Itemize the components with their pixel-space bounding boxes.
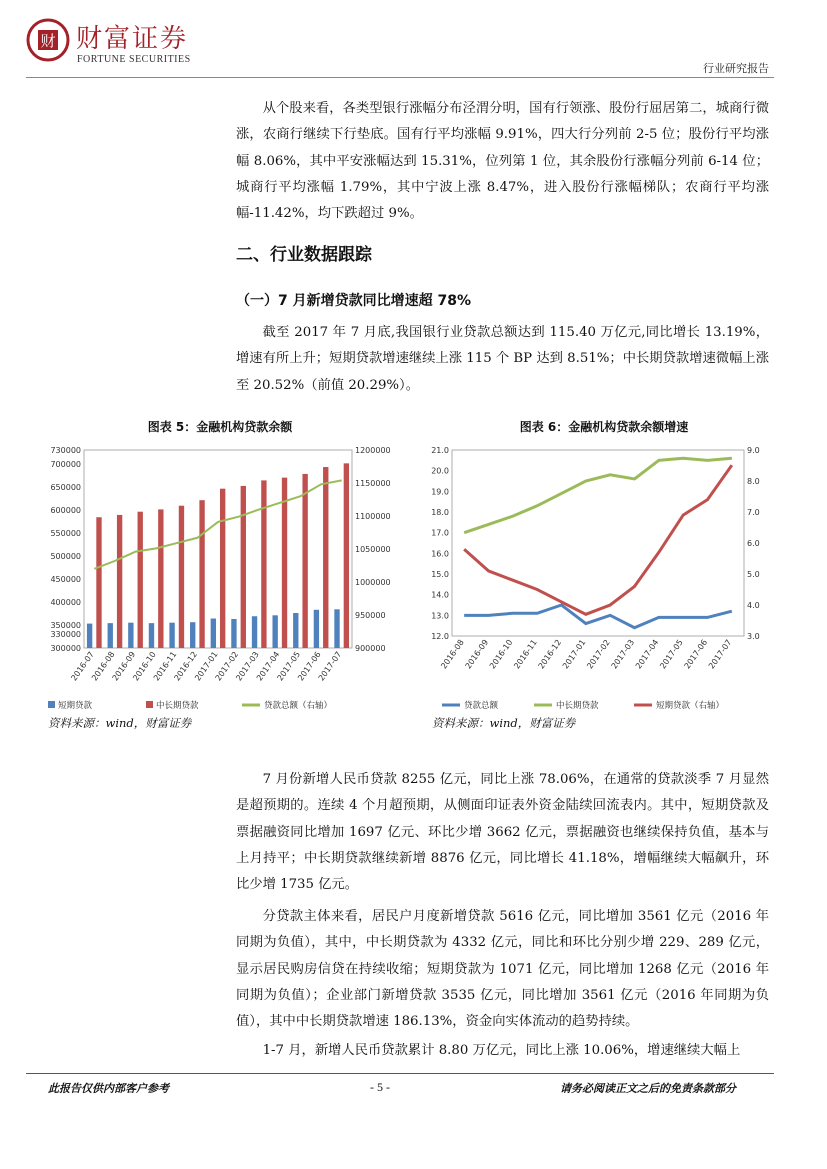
x-tick-label: 2016-08 — [90, 649, 117, 683]
figure-6-title: 图表 6：金融机构贷款余额增速 — [519, 420, 689, 434]
y-left-tick-label: 450000 — [50, 574, 81, 584]
bar-long-term — [261, 480, 266, 648]
y-left-tick-label: 20.0 — [431, 466, 449, 476]
y-right-tick-label: 7.0 — [747, 508, 760, 517]
y-right-tick-label: 3.0 — [747, 632, 760, 641]
paragraph-text: 分贷款主体来看，居民户月度新增贷款 5616 亿元，同比增加 3561 亿元（2016 年同期为负值），其中，中长期贷款为 4332 亿元，同比和环比分别少增 229、289 亿元，显示居民购房信贷在持续收缩；短期贷款为 1071 亿元，同比增加 1268 亿元（2016 年同期为负值）；企业部门新增贷款 3535 亿元，同比增加 3561 亿元（2016 年同期为负值），其中中长期贷款增速 186.13%，资金向实体流动的趋势持续。 — [236, 909, 769, 1030]
bar-short-term — [231, 619, 236, 648]
subsection-heading: （一）7 月新增贷款同比增速超 78% — [236, 293, 471, 309]
bar-long-term — [241, 486, 246, 648]
y-right-tick-label: 1100000 — [355, 512, 391, 521]
logo — [26, 18, 70, 62]
x-tick-label: 2016-10 — [487, 637, 515, 671]
bar-short-term — [293, 613, 298, 648]
y-left-tick-label: 18.0 — [431, 508, 449, 517]
legend-swatch — [48, 701, 55, 708]
logo-seal-char: 财 — [40, 32, 56, 50]
series-line-1 — [464, 458, 732, 532]
y-left-tick-label: 650000 — [50, 482, 81, 492]
x-tick-label: 2017-07 — [316, 649, 344, 683]
x-tick-label: 2017-03 — [609, 637, 637, 671]
bar-long-term — [179, 506, 184, 648]
bar-short-term — [334, 609, 339, 648]
x-tick-label: 2016-09 — [110, 649, 138, 683]
footer-left: 此报告仅供内部客户参考 — [48, 1082, 169, 1095]
y-left-tick-label: 16.0 — [431, 549, 449, 559]
bar-long-term — [199, 500, 204, 648]
x-tick-label: 2016-11 — [151, 649, 179, 683]
y-right-tick-label: 6.0 — [747, 539, 760, 548]
bar-long-term — [302, 474, 307, 648]
y-right-tick-label: 900000 — [355, 644, 386, 653]
logo-seal-icon — [26, 18, 70, 62]
logo-company-cn: 财富证券 — [76, 24, 189, 54]
bar-short-term — [87, 624, 92, 648]
y-left-tick-label: 400000 — [50, 597, 81, 607]
legend-label: 贷款总额（右轴） — [264, 701, 333, 711]
y-right-tick-label: 950000 — [355, 611, 386, 620]
paragraph-borrowers — [236, 904, 769, 1035]
section-heading: 二、行业数据跟踪 — [236, 245, 372, 265]
x-tick-label: 2016-10 — [131, 649, 158, 683]
bar-short-term — [252, 616, 257, 648]
paragraph-new-loans — [236, 767, 769, 898]
y-right-tick-label: 1050000 — [355, 545, 391, 554]
bar-short-term — [169, 623, 174, 648]
y-left-tick-label: 21.0 — [431, 446, 449, 455]
series-line-2 — [464, 465, 732, 614]
x-tick-label: 2017-02 — [585, 637, 612, 671]
figure-5-source: 资料来源：wind，财富证券 — [48, 716, 192, 730]
y-left-tick-label: 14.0 — [431, 590, 449, 600]
y-left-tick-label: 300000 — [50, 644, 81, 653]
logo-company-en: FORTUNE SECURITIES — [77, 54, 191, 65]
legend-label: 贷款总额 — [464, 701, 499, 711]
y-left-tick-label: 350000 — [50, 620, 81, 630]
y-left-tick-label: 13.0 — [431, 611, 449, 621]
bar-long-term — [220, 489, 225, 648]
legend-label: 短期贷款（右轴） — [656, 701, 725, 711]
bar-long-term — [96, 517, 101, 648]
bar-long-term — [323, 467, 328, 648]
bar-long-term — [282, 478, 287, 648]
y-right-tick-label: 5.0 — [747, 570, 760, 579]
x-tick-label: 2016-11 — [512, 637, 539, 671]
y-right-tick-label: 1150000 — [355, 479, 391, 488]
bar-short-term — [190, 622, 195, 648]
chart-loan-growth — [426, 444, 776, 712]
bar-long-term — [117, 515, 122, 648]
legend-label: 中长期贷款 — [156, 701, 199, 711]
legend-label: 中长期贷款 — [556, 701, 599, 711]
figure-5-title: 图表 5：金融机构贷款余额 — [147, 420, 293, 434]
x-tick-label: 2016-12 — [536, 637, 564, 671]
plot-frame — [84, 450, 352, 648]
x-tick-label: 2017-01 — [193, 649, 220, 683]
header-rule — [26, 77, 774, 78]
y-right-tick-label: 1200000 — [355, 446, 391, 455]
y-right-tick-label: 9.0 — [747, 446, 760, 455]
paragraph-cumulative — [236, 1038, 769, 1064]
bar-short-term — [108, 623, 113, 648]
paragraph-text: 从个股来看，各类型银行涨幅分布泾渭分明，国有行领涨、股份行屈居第二，城商行微涨，农商行继续下行垫底。国有行平均涨幅 9.91%，四大行分列前 2-5 位；股份行平均涨幅 8.06%，其中平安涨幅达到 15.31%，位列第 1 位，其余股份行涨幅分列前 6-14 位；城商行平均涨幅 1.79%，其中宁波上涨 8.47%，进入股份行涨幅梯队；农商行平均涨幅-11.42%，均下跌超过 9%。 — [236, 101, 769, 222]
x-tick-label: 2017-01 — [560, 637, 588, 671]
y-left-tick-label: 17.0 — [431, 528, 449, 538]
chart-loan-balance — [40, 444, 410, 712]
y-left-tick-label: 730000 — [50, 446, 81, 455]
bar-short-term — [128, 623, 133, 648]
x-tick-label: 2017-05 — [275, 649, 303, 683]
figure-6-source: 资料来源：wind，财富证券 — [432, 716, 576, 730]
footer-right: 请务必阅读正文之后的免责条款部分 — [560, 1082, 736, 1095]
x-tick-label: 2017-04 — [254, 649, 282, 683]
x-tick-label: 2017-03 — [234, 649, 261, 683]
y-right-tick-label: 8.0 — [747, 477, 760, 486]
y-left-tick-label: 330000 — [50, 630, 81, 640]
x-tick-label: 2017-06 — [682, 637, 710, 671]
x-tick-label: 2017-04 — [633, 637, 661, 671]
y-left-tick-label: 500000 — [50, 551, 81, 561]
bar-short-term — [272, 615, 277, 648]
x-tick-label: 2017-05 — [658, 637, 685, 671]
y-left-tick-label: 15.0 — [431, 570, 449, 579]
legend-swatch — [146, 701, 153, 708]
x-tick-label: 2016-09 — [463, 637, 491, 671]
y-left-tick-label: 12.0 — [431, 632, 449, 641]
y-right-tick-label: 1000000 — [355, 578, 391, 587]
paragraph-stock-performance — [236, 96, 769, 227]
x-tick-label: 2016-12 — [172, 649, 200, 683]
bar-short-term — [314, 610, 319, 648]
bar-short-term — [149, 623, 154, 648]
y-left-tick-label: 550000 — [50, 528, 81, 538]
legend-label: 短期贷款 — [58, 701, 93, 711]
paragraph-loan-balance — [236, 320, 769, 399]
x-tick-label: 2017-07 — [706, 637, 734, 671]
y-left-tick-label: 19.0 — [431, 487, 449, 497]
bar-long-term — [344, 463, 349, 648]
report-type: 行业研究报告 — [703, 62, 769, 75]
paragraph-text: 7 月份新增人民币贷款 8255 亿元，同比上涨 78.06%，在通常的贷款淡季 7 月显然是超预期的。连续 4 个月超预期，从侧面印证表外资金陆续回流表内。其中，短期贷款及票据融资同比增加 1697 亿元、环比少增 3662 亿元，票据融资也继续保持负值，基本与上月持平；中长期贷款继续新增 8876 亿元，同比增长 41.18%，增幅继续大幅飙升，环比少增 1735 亿元。 — [236, 772, 769, 893]
y-right-tick-label: 4.0 — [747, 601, 760, 610]
bar-long-term — [158, 509, 163, 648]
paragraph-text: 1-7 月，新增人民币贷款累计 8.80 万亿元，同比上涨 10.06%，增速继续大幅上 — [262, 1043, 741, 1058]
paragraph-text: 截至 2017 年 7 月底,我国银行业贷款总额达到 115.40 万亿元,同比增长 13.19%，增速有所上升；短期贷款增速继续上涨 115 个 BP 达到 8.51%；中长期贷款增速微幅上涨至 20.52%（前值 20.29%）。 — [236, 325, 769, 393]
x-tick-label: 2017-06 — [296, 649, 323, 683]
y-left-tick-label: 700000 — [50, 459, 81, 469]
x-tick-label: 2017-02 — [213, 649, 241, 683]
x-tick-label: 2016-07 — [69, 649, 96, 683]
footer-rule — [26, 1073, 774, 1074]
page-number: - 5 - — [370, 1080, 390, 1094]
y-left-tick-label: 600000 — [50, 505, 81, 515]
x-tick-label: 2016-08 — [439, 637, 466, 671]
bar-long-term — [138, 512, 143, 648]
bar-short-term — [211, 619, 216, 648]
